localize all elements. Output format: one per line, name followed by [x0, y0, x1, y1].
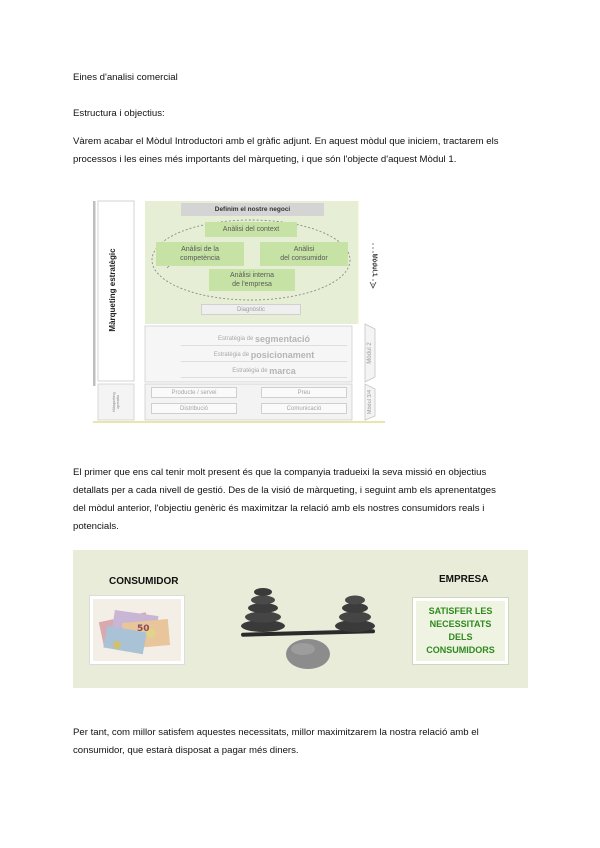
svg-text:50: 50	[137, 624, 150, 634]
needs-line1: SATISFER LES	[428, 606, 493, 616]
consumer-company-balance-image	[73, 550, 528, 688]
context-analysis-box: Anàlisi del context	[205, 222, 297, 237]
module-2-label: Mòdul 2	[367, 342, 373, 364]
communication-box: Comunicació	[261, 403, 347, 414]
distribution-box: Distribució	[151, 403, 237, 414]
module-1-label: Mòdul 1	[371, 253, 377, 277]
money-photo	[90, 596, 184, 664]
consumer-analysis-box	[260, 242, 348, 266]
segmentation-word: segmentació	[255, 333, 311, 344]
company-label: EMPRESA	[439, 574, 489, 585]
positioning-prefix: Estratègia de	[213, 351, 250, 358]
segmentation-strategy-box	[181, 332, 347, 346]
positioning-word: posicionament	[250, 349, 315, 360]
balance-stones-icon	[223, 572, 393, 672]
internal-analysis-line1: Anàlisi interna	[230, 272, 274, 279]
paragraph-line: consumidor, que estarà disposat a pagar més diners.	[73, 745, 299, 756]
needs-line4: CONSUMIDORS	[426, 645, 495, 655]
paragraph-line: processos i les eines més importants del màrqueting, i que són l'objecte d'aquest Mòdul 1.	[73, 154, 457, 165]
price-box: Preu	[261, 387, 347, 398]
needs-box	[413, 598, 508, 664]
diagnosis-box: Diagnòstic	[201, 304, 301, 315]
competition-analysis-line2: competència	[180, 255, 220, 262]
section-heading: Estructura i objectius:	[73, 108, 165, 119]
define-business-box: Definim el nostre negoci	[181, 203, 324, 216]
paragraph-line: detallats per a cada nivell de gestió. Des de la visió de màrqueting, i seguint amb els aprenentatges	[73, 485, 496, 496]
operational-marketing-label: Màrqueting operatiu	[112, 392, 120, 412]
marketing-process-diagram	[89, 198, 391, 424]
internal-analysis-box	[209, 269, 295, 291]
brand-strategy-box	[181, 364, 347, 378]
strategic-marketing-label: Màrqueting estratègic	[107, 248, 117, 332]
consumer-label: CONSUMIDOR	[109, 576, 179, 587]
internal-analysis-line2: de l'empresa	[232, 281, 272, 288]
needs-line2: NECESSITATS	[429, 619, 492, 629]
competition-analysis-box	[156, 242, 244, 266]
needs-line3: DELS	[448, 632, 473, 642]
brand-word: marca	[269, 365, 296, 376]
competition-analysis-line1: Anàlisi de la	[181, 246, 219, 253]
document-title: Eines d'analisi comercial	[73, 72, 178, 83]
paragraph-line: Per tant, com millor satisfem aquestes necessitats, millor maximitzarem la nostra relació amb el	[73, 727, 479, 738]
paragraph-line: Vàrem acabar el Mòdul Introductori amb el gràfic adjunt. En aquest mòdul que iniciem, tractarem els	[73, 136, 499, 147]
banknotes-icon	[93, 599, 181, 661]
positioning-strategy-box	[181, 348, 347, 362]
brand-prefix: Estratègia de	[232, 367, 268, 374]
paragraph-line: El primer que ens cal tenir molt present és que la companyia tradueixi la seva missió en objectius	[73, 467, 487, 478]
product-service-box: Producte / servei	[151, 387, 237, 398]
paragraph-line: del mòdul anterior, l'objectiu genèric és maximitzar la relació amb els nostres consumidors reals i	[73, 503, 485, 514]
consumer-analysis-line1: Anàlisi	[293, 246, 315, 253]
module-34-label: Mòdul 3/4	[367, 389, 373, 415]
paragraph-line: potencials.	[73, 521, 119, 532]
segmentation-prefix: Estratègia de	[217, 335, 254, 342]
consumer-analysis-line2: del consumidor	[280, 255, 328, 262]
